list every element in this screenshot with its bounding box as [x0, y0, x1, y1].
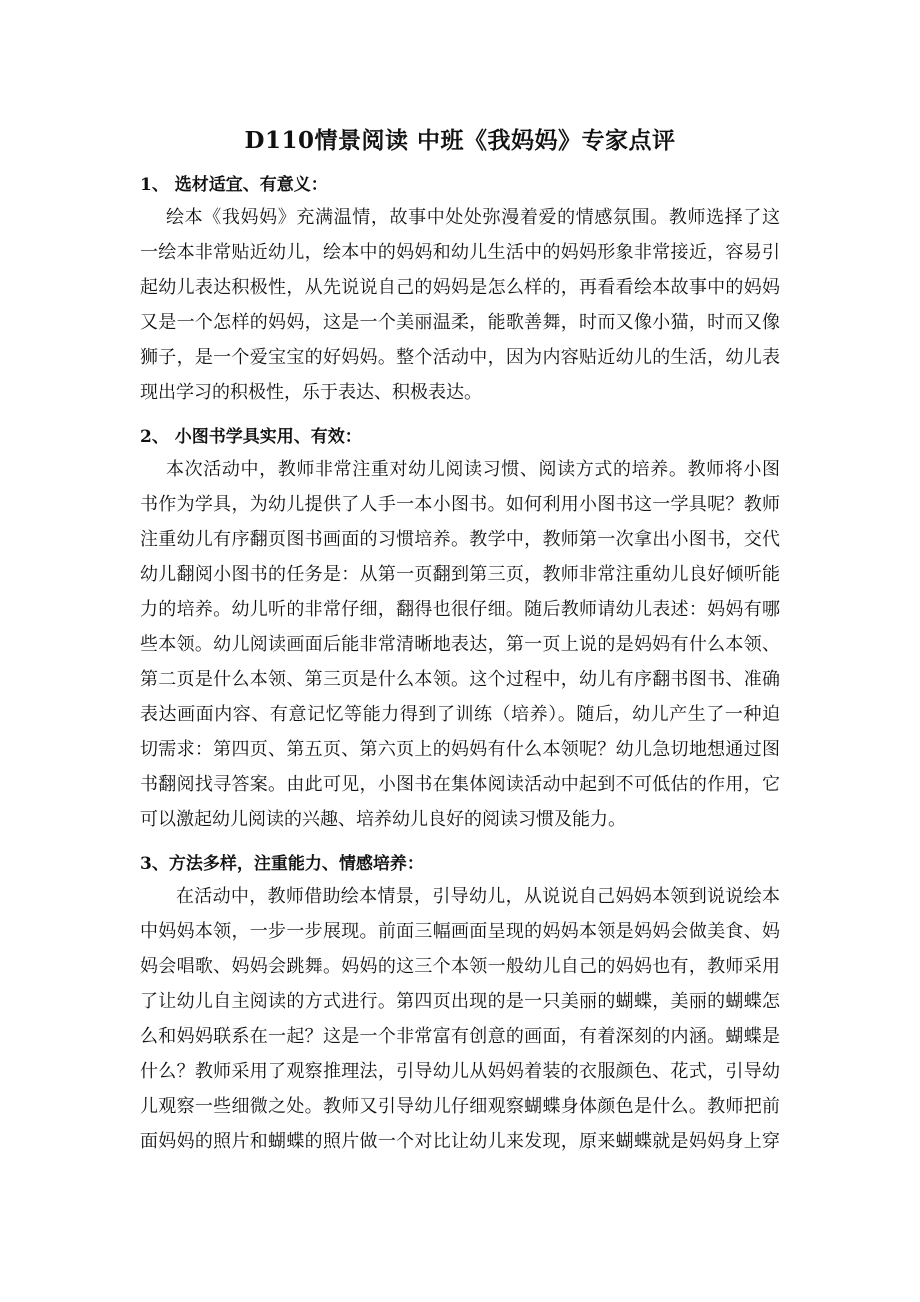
paragraph-line: 书翻阅找寻答案。由此可见，小图书在集体阅读活动中起到不可低估的作用，它 [140, 774, 780, 795]
paragraph-line: 绘本《我妈妈》充满温情，故事中处处弥漫着爱的情感氛围。教师选择了这 [166, 207, 780, 228]
paragraph-line: 儿观察一些细微之处。教师又引导幼儿仔细观察蝴蝶身体颜色是什么。教师把前 [140, 1096, 780, 1117]
paragraph-line: 在活动中，教师借助绘本情景，引导幼儿，从说说自己妈妈本领到说说绘本 [176, 886, 780, 907]
paragraph-line: 现出学习的积极性，乐于表达、积极表达。 [140, 382, 482, 403]
paragraph-line: 什么？教师采用了观察推理法，引导幼儿从妈妈着装的衣服颜色、花式，引导幼 [140, 1061, 780, 1082]
paragraph-line: 面妈妈的照片和蝴蝶的照片做一个对比让幼儿来发现，原来蝴蝶就是妈妈身上穿 [140, 1131, 780, 1152]
paragraph-line: 一绘本非常贴近幼儿，绘本中的妈妈和幼儿生活中的妈妈形象非常接近，容易引 [140, 242, 780, 263]
paragraph-line: 些本领。幼儿阅读画面后能非常清晰地表达，第一页上说的是妈妈有什么本领、 [140, 634, 780, 655]
section-2-heading: 2、 小图书学具实用、有效： [140, 427, 362, 447]
paragraph-line: 书作为学具，为幼儿提供了人手一本小图书。如何利用小图书这一学具呢？教师 [140, 494, 780, 515]
paragraph-line: 力的培养。幼儿听的非常仔细，翻得也很仔细。随后教师请幼儿表述：妈妈有哪 [140, 599, 780, 620]
paragraph-line: 又是一个怎样的妈妈，这是一个美丽温柔，能歌善舞，时而又像小猫，时而又像 [140, 312, 780, 333]
page-title: D110情景阅读 中班《我妈妈》专家点评 [244, 127, 676, 154]
paragraph-line: 第二页是什么本领、第三页是什么本领。这个过程中，幼儿有序翻书图书、准确 [140, 669, 780, 690]
paragraph-line: 中妈妈本领，一步一步展现。前面三幅画面呈现的妈妈本领是妈妈会做美食、妈 [140, 921, 780, 942]
paragraph-line: 本次活动中，教师非常注重对幼儿阅读习惯、阅读方式的培养。教师将小图 [166, 459, 780, 480]
section-3-heading: 3、方法多样，注重能力、情感培养： [140, 854, 424, 874]
paragraph-line: 么和妈妈联系在一起？这是一个非常富有创意的画面，有着深刻的内涵。蝴蝶是 [140, 1026, 780, 1047]
paragraph-line: 幼儿翻阅小图书的任务是：从第一页翻到第三页，教师非常注重幼儿良好倾听能 [140, 564, 780, 585]
paragraph-line: 可以激起幼儿阅读的兴趣、培养幼儿良好的阅读习惯及能力。 [140, 809, 626, 830]
paragraph-line: 注重幼儿有序翻页图书画面的习惯培养。教学中，教师第一次拿出小图书，交代 [140, 529, 780, 550]
paragraph-line: 起幼儿表达积极性，从先说说自己的妈妈是怎么样的，再看看绘本故事中的妈妈 [140, 277, 780, 298]
paragraph-line: 狮子，是一个爱宝宝的好妈妈。整个活动中，因为内容贴近幼儿的生活，幼儿表 [140, 347, 780, 368]
section-1-heading: 1、 选材适宜、有意义： [140, 175, 328, 195]
paragraph-line: 妈会唱歌、妈妈会跳舞。妈妈的这三个本领一般幼儿自己的妈妈也有，教师采用 [140, 956, 780, 977]
paragraph-line: 表达画面内容、有意记忆等能力得到了训练（培养）。随后，幼儿产生了一种迫 [140, 704, 780, 725]
paragraph-line: 了让幼儿自主阅读的方式进行。第四页出现的是一只美丽的蝴蝶，美丽的蝴蝶怎 [140, 991, 780, 1012]
paragraph-line: 切需求：第四页、第五页、第六页上的妈妈有什么本领呢？幼儿急切地想通过图 [140, 739, 780, 760]
